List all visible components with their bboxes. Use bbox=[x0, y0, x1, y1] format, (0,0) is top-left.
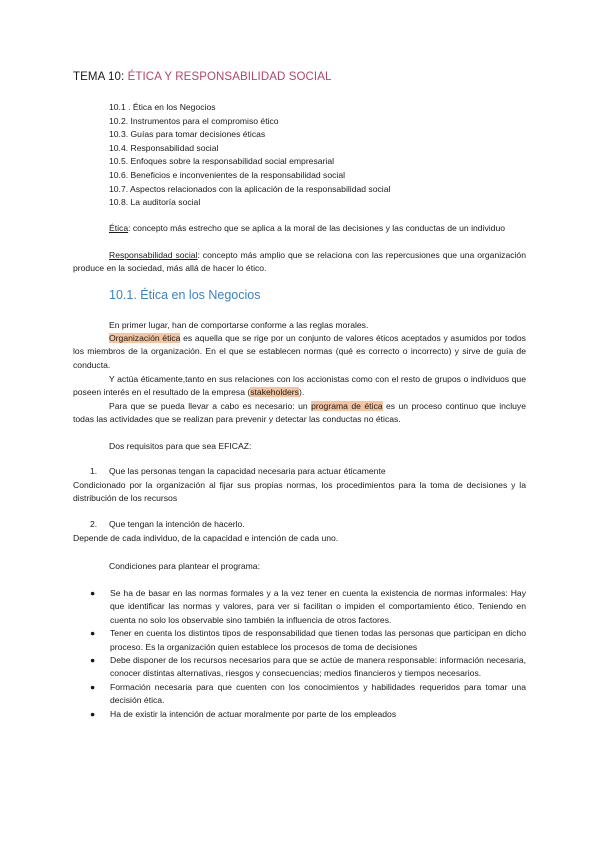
bullet-icon: ● bbox=[90, 681, 96, 692]
conditions-intro: Condiciones para plantear el programa: bbox=[109, 561, 260, 571]
list-item-text: Se ha de basar en las normas formales y a la vez tener en cuenta la existencia de normas informales: Hay que identificar las normas y valores, para ver si facilitan o impiden el comportamiento ético. Teniendo en cuenta no solo los observable sino también la influencia de otros factores. bbox=[110, 588, 526, 625]
toc-item: 10.4. Responsabilidad social bbox=[109, 142, 219, 153]
definition-etica bbox=[73, 222, 526, 235]
toc-item: 10.8. La auditoría social bbox=[109, 197, 201, 208]
requirements-intro: Dos requisitos para que sea EFICAZ: bbox=[109, 441, 252, 451]
title-accent: ÉTICA Y RESPONSABILIDAD SOCIAL bbox=[127, 71, 332, 83]
requirement-text: Que tengan la intención de hacerlo. bbox=[109, 519, 245, 529]
list-item bbox=[90, 587, 526, 627]
list-item-text: Formación necesaria para que cuenten con los conocimientos y habilidades requeridos para tomar una decisión ética. bbox=[110, 681, 526, 706]
paragraph-text: Para que se pueda llevar a cabo es necesario: un bbox=[109, 401, 312, 411]
bullet-icon: ● bbox=[90, 655, 96, 666]
paragraph-stakeholders bbox=[73, 373, 526, 400]
paragraph-text: En primer lugar, han de comportarse conforme a las reglas morales. bbox=[109, 320, 369, 330]
conditions-list bbox=[90, 587, 526, 721]
list-number: 1. bbox=[90, 466, 98, 476]
toc-item: 10.7. Aspectos relacionados con la aplicación de la responsabilidad social bbox=[109, 183, 391, 194]
bullet-icon: ● bbox=[90, 588, 96, 598]
list-item-text: Debe disponer de los recursos necesarios para que se actúe de manera responsable: información necesaria, conocer distintas alternativas, riesgos y consecuencias; medios financieros y tiempos necesarios. bbox=[110, 655, 526, 679]
definition-responsabilidad-social bbox=[73, 249, 526, 276]
definition-term: Ética bbox=[109, 223, 129, 233]
toc-item: 10.5. Enfoques sobre la responsabilidad social empresarial bbox=[109, 156, 335, 167]
section-heading: 10.1. Ética en los Negocios bbox=[109, 288, 261, 302]
page-title bbox=[73, 71, 332, 83]
bullet-icon: ● bbox=[90, 628, 96, 639]
requirement-text: Que las personas tengan la capacidad necesaria para actuar éticamente bbox=[109, 466, 386, 476]
list-item bbox=[90, 708, 526, 721]
bullet-icon: ● bbox=[90, 708, 96, 719]
paragraph-text: es un proceso continuo que incluye todas las actividades que se realizan para prevenir y detectar las conductas no éticas. bbox=[73, 401, 526, 425]
definition-text: : concepto más amplio que se relaciona con las repercusiones que una organización produce en la sociedad, más allá de hacer lo ético. bbox=[73, 250, 526, 274]
requirement-1-detail: Condicionado por la organización al fijar sus propias normas, los procedimientos para la toma de decisiones y la distribución de los recursos bbox=[73, 480, 526, 504]
paragraph-reglas-morales bbox=[73, 319, 526, 332]
table-of-contents bbox=[109, 101, 390, 210]
highlight: stakeholders bbox=[250, 387, 299, 398]
title-prefix: TEMA 10: bbox=[73, 71, 128, 83]
toc-item: 10.3. Guías para tomar decisiones éticas bbox=[109, 129, 266, 140]
paragraph-text: es aquella que se rige por un conjunto de valores éticos aceptados y asumidos por todos los miembros de la organización. En el que se establecen normas (qué es correcto o incorrecto) y sirve de guía de conducta. bbox=[73, 333, 526, 370]
requirement-2 bbox=[90, 519, 245, 529]
highlight: programa de ética bbox=[311, 401, 383, 411]
requirement-2-detail: Depende de cada individuo, de la capacidad e intención de cada uno. bbox=[73, 533, 339, 543]
paragraph-text: ). bbox=[298, 387, 305, 398]
list-item bbox=[90, 627, 526, 654]
paragraph-programa-etica bbox=[73, 400, 526, 427]
toc-item: 10.1 . Ética en los Negocios bbox=[109, 102, 216, 112]
paragraph-organizacion-etica bbox=[73, 332, 526, 372]
list-item-text: Ha de existir la intención de actuar moralmente por parte de los empleados bbox=[110, 708, 397, 719]
requirement-1 bbox=[90, 466, 386, 476]
toc-item: 10.6. Beneficios e inconvenientes de la responsabilidad social bbox=[109, 169, 346, 180]
highlight: Organización ética bbox=[109, 333, 181, 343]
paragraph-text: Y actúa éticamente,tanto en sus relaciones con los accionistas como con el resto de grupos o individuos que poseen interés en el resultado de la empresa ( bbox=[73, 374, 526, 398]
definition-term: Responsabilidad social bbox=[109, 250, 198, 260]
list-item bbox=[90, 654, 526, 681]
list-item bbox=[90, 681, 526, 708]
toc-item: 10.2. Instrumentos para el compromiso ético bbox=[109, 115, 279, 126]
list-number: 2. bbox=[90, 519, 98, 529]
definition-text: : concepto más estrecho que se aplica a la moral de las decisiones y las conductas de un individuo bbox=[128, 223, 506, 233]
list-item-text: Tener en cuenta los distintos tipos de responsabilidad que tienen todas las personas que participan en dicho proceso. Es la organización quien establece los procesos de toma de decisiones bbox=[110, 628, 526, 652]
